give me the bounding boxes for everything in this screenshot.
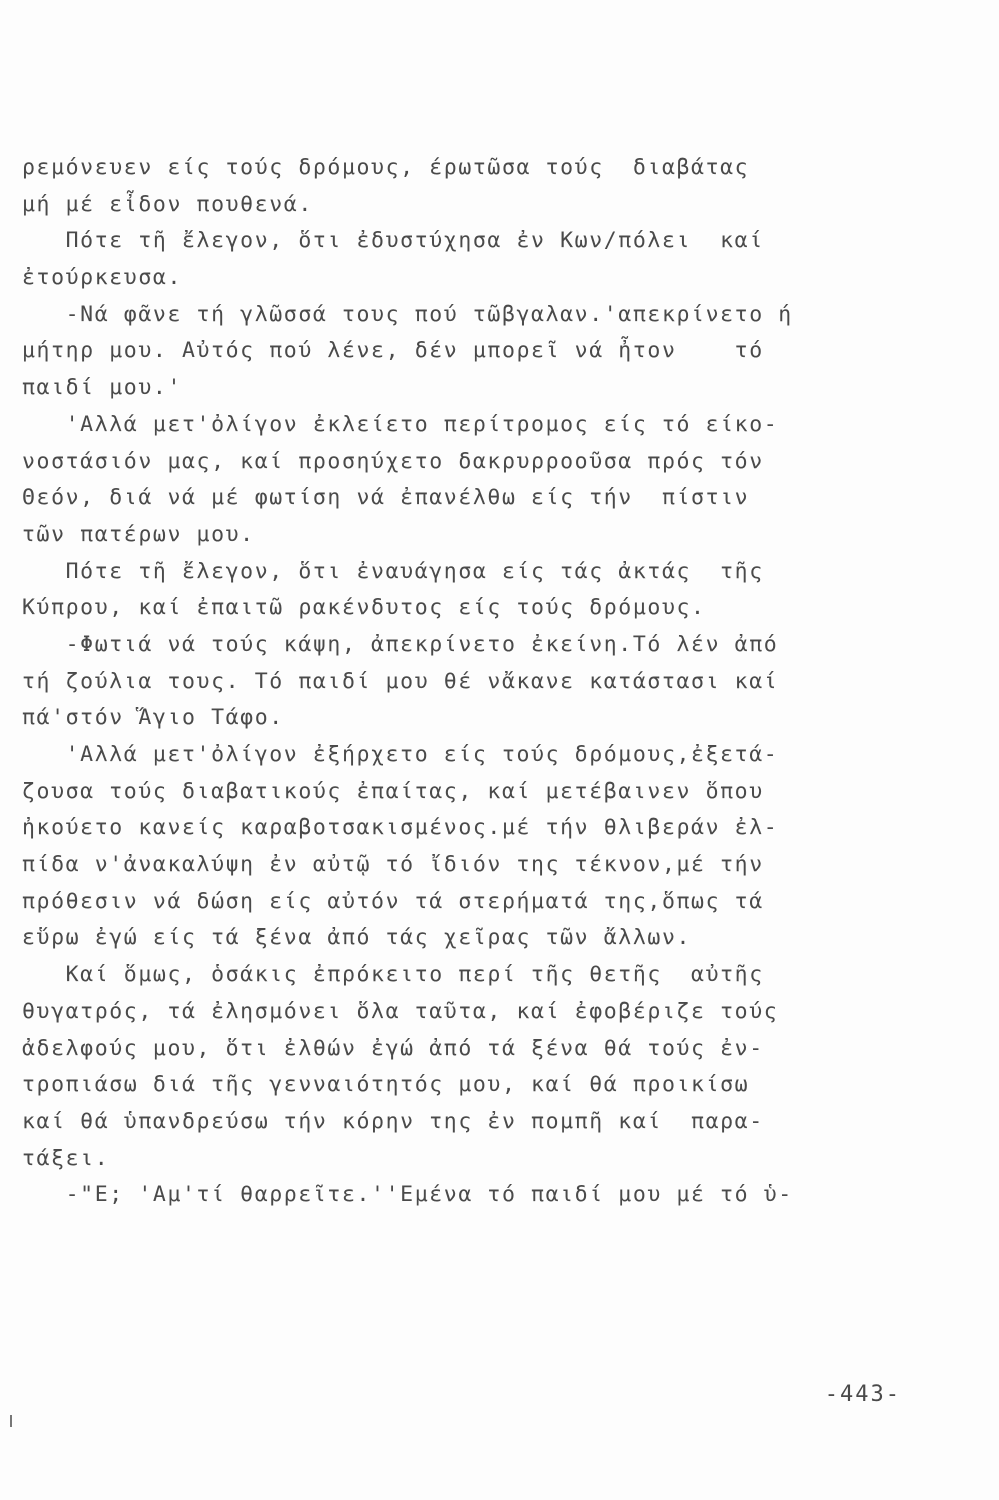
text-line: -"Ε; 'Αμ'τί θαρρεῖτε.''Εμένα τό παιδί μου μέ τό ὑ- [22, 1182, 793, 1208]
text-line: Κύπρου, καί ἐπαιτῶ ρακένδυτος είς τούς δρόμους. [22, 595, 706, 621]
text-line: ρεμόνευεν είς τούς δρόμους, έρωτῶσα τούς διαβάτας [22, 155, 750, 180]
text-line: τάξει. [22, 1145, 110, 1171]
text-line: πρόθεσιν νά δώση είς αὐτόν τά στερήματά της,ὅπως τά [22, 888, 764, 914]
text-line: Πότε τῆ ἔλεγον, ὅτι ἐδυστύχησα ἐν Κων/πόλει καί [22, 228, 764, 254]
text-line: καί θά ὑπανδρεύσω τήν κόρην της ἐν πομπῆ καί παρα- [22, 1108, 764, 1134]
text-line: 'Αλλά μετ'ὀλίγον ἐξήρχετο είς τούς δρόμους,ἐξετά- [22, 742, 779, 767]
text-line: μήτηρ μου. Αὐτός πού λένε, δέν μπορεῖ νά ἦτον τό [22, 338, 764, 364]
text-line: μή μέ εἶδον πουθενά. [22, 191, 313, 217]
text-line: νοστάσιόν μας, καί προσηύχετο δακρυρροοῦσα πρός τόν [22, 448, 764, 474]
body-text [22, 150, 922, 1214]
text-line: Θεόν, διά νά μέ φωτίση νά ἐπανέλθω είς τήν πίστιν [22, 485, 750, 511]
text-line: παιδί μου.' [22, 375, 182, 401]
margin-mark [10, 1415, 12, 1427]
text-line: τῶν πατέρων μου. [22, 521, 255, 547]
text-line: τροπιάσω διά τῆς γενναιότητός μου, καί θά προικίσω [22, 1072, 750, 1098]
text-line: ἐτούρκευσα. [22, 265, 182, 291]
text-line: τή ζούλια τους. Τό παιδί μου θέ νἄκανε κατάστασι καί [22, 668, 779, 694]
text-line: ἠκούετο κανείς καραβοτσακισμένος.μέ τήν θλιβεράν ἐλ- [22, 815, 779, 841]
text-line: πά'στόν Ἅγιο Τάφο. [22, 705, 284, 731]
text-line: θυγατρός, τά ἐλησμόνει ὅλα ταῦτα, καί ἐφοβέριζε τούς [22, 998, 779, 1024]
text-line: Πότε τῆ ἔλεγον, ὅτι ἐναυάγησα είς τάς ἀκτάς τῆς [22, 558, 764, 584]
text-line: εὕρω ἐγώ είς τά ξένα ἀπό τάς χεῖρας τῶν ἄλλων. [22, 925, 692, 951]
text-line: 'Αλλά μετ'ὀλίγον ἐκλείετο περίτρομος είς τό είκο- [22, 411, 779, 437]
text-line: ζουσα τούς διαβατικούς ἐπαίτας, καί μετέβαινεν ὅπου [22, 778, 764, 804]
text-line: -Φωτιά νά τούς κάψη, ἀπεκρίνετο ἐκείνη.Τό λέν ἀπό [22, 631, 779, 657]
text-line: -Νά φᾶνε τή γλῶσσά τους πού τῶβγαλαν.'απεκρίνετο ή [22, 301, 793, 327]
page-number: -443- [824, 1382, 901, 1407]
text-line: ἀδελφούς μου, ὅτι ἐλθών ἐγώ ἀπό τά ξένα θά τούς ἐν- [22, 1035, 764, 1061]
text-line: Καί ὅμως, ὁσάκις ἐπρόκειτο περί τῆς θετῆς αὐτῆς [22, 962, 764, 988]
text-line: πίδα ν'ἀνακαλύψη ἐν αὐτῷ τό ἴδιόν της τέκνον,μέ τήν [22, 852, 764, 878]
